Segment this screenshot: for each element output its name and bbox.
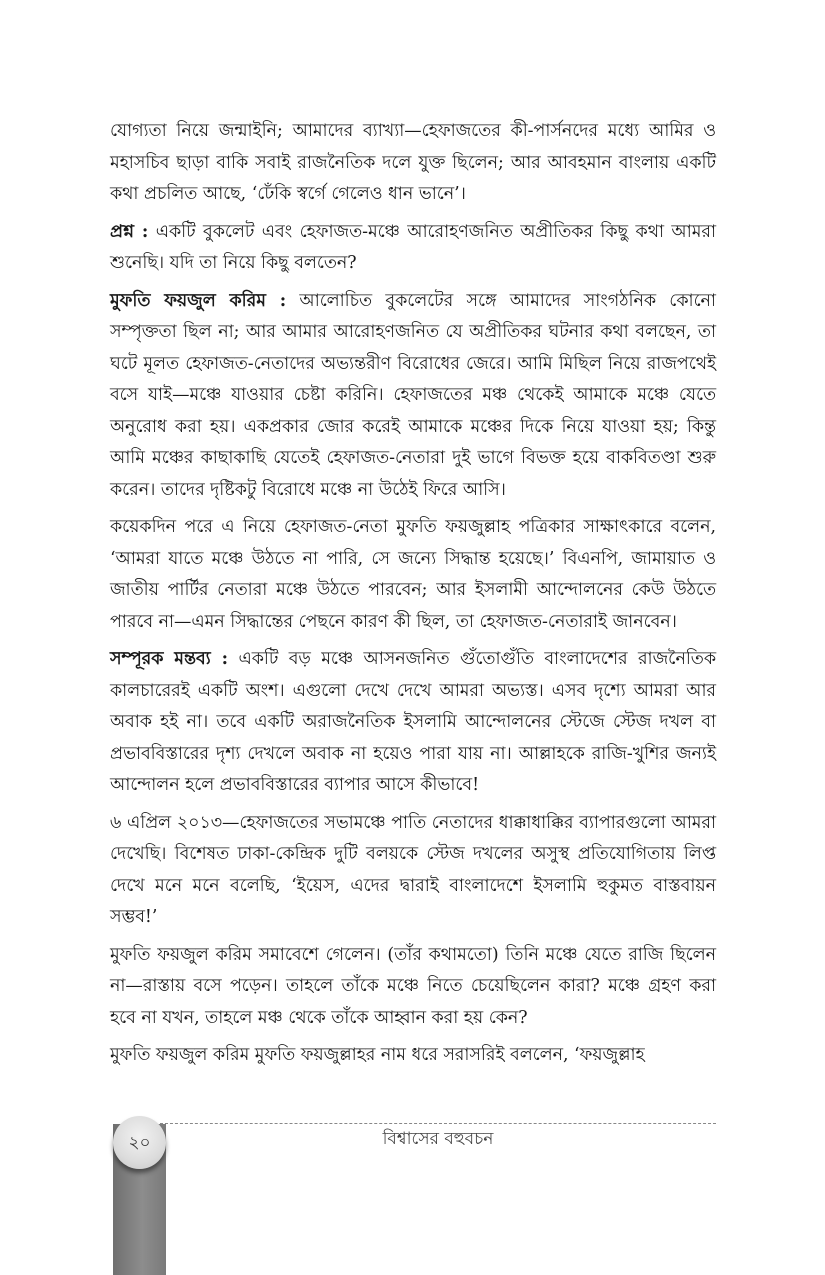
paragraph-text: কয়েকদিন পরে এ নিয়ে হেফাজত-নেতা মুফতি ফয়জুল্লাহ পত্রিকার সাক্ষাৎকারে বলেন, ‘আমরা যাতে মঞ্চে উঠতে না পারি, সে জন্যে সিদ্ধান্ত হয়েছে।’ বিএনপি, জামায়াত ও জাতীয় পার্টির নেতারা মঞ্চে উঠতে পারবেন; আর ইসলামী আন্দোলনের কেউ উঠতে পারবে না—এমন সিদ্ধান্তের পেছনে কারণ কী ছিল, তা হেফাজত-নেতারাই জানবেন। [110, 517, 716, 632]
body-text [110, 116, 716, 1078]
footer-divider [160, 1123, 716, 1124]
paragraph-text: একটি বড় মঞ্চে আসনজনিত গুঁতোগুঁতি বাংলাদেশের রাজনৈতিক কালচারেরই একটি অংশ। এগুলো দেখে দেখে আমরা অভ্যস্ত। এসব দৃশ্যে আমরা আর অবাক হই না। তবে একটি অরাজনৈতিক ইসলামি আন্দোলনের স্টেজে স্টেজ দখল বা প্রভাববিস্তারের দৃশ্য দেখলে অবাক না হয়েও পারা যায় না। আল্লাহকে রাজি-খুশির জন্যই আন্দোলন হলে প্রভাববিস্তারের ব্যাপার আসে কীভাবে! [110, 649, 717, 795]
paragraph-6 [110, 808, 716, 934]
paragraph-question [110, 217, 716, 280]
page-number: ২০ [128, 1132, 151, 1153]
paragraph-text: মুফতি ফয়জুল করিম মুফতি ফয়জুল্লাহর নাম ধরে সরাসরিই বললেন, ‘ফয়জুল্লাহ [110, 1045, 645, 1065]
paragraph-7 [110, 940, 716, 1035]
paragraph-supplementary [110, 644, 716, 802]
question-label: প্রশ্ন : [110, 221, 149, 242]
paragraph-text: একটি বুকলেট এবং হেফাজত-মঞ্চে আরোহণজনিত অপ্রীতিকর কিছু কথা আমরা শুনেছি। যদি তা নিয়ে কিছু বলতেন? [110, 221, 716, 273]
paragraph-8 [110, 1040, 716, 1072]
speaker-label: মুফতি ফয়জুল করিম : [110, 290, 287, 311]
paragraph-answer [110, 286, 716, 507]
comment-label: সম্পূরক মন্তব্য : [110, 649, 229, 669]
paragraph-4 [110, 512, 716, 638]
paragraph-text: ৬ এপ্রিল ২০১৩—হেফাজতের সভামঞ্চে পাতি নেতাদের ধাক্কাধাক্কির ব্যাপারগুলো আমরা দেখেছি। বিশেষত ঢাকা-কেন্দ্রিক দুটি বলয়কে স্টেজ দখলের অসুস্থ প্রতিযোগিতায় লিপ্ত দেখে মনে মনে বলেছি, ‘ইয়েস, এদের দ্বারাই বাংলাদেশে ইসলামি হুকুমত বাস্তবায়ন সম্ভব!’ [110, 812, 716, 927]
paragraph-1 [110, 116, 716, 211]
running-title: বিশ্বাসের বহুবচন [382, 1129, 494, 1149]
paragraph-text: মুফতি ফয়জুল করিম সমাবেশে গেলেন। (তাঁর কথামতো) তিনি মঞ্চে যেতে রাজি ছিলেন না—রাস্তায় বসে পড়েন। তাহলে তাঁকে মঞ্চে নিতে চেয়েছিলেন কারা? মঞ্চে গ্রহণ করা হবে না যখন, তাহলে মঞ্চ থেকে তাঁকে আহ্বান করা হয় কেন? [110, 944, 716, 1028]
page-number-badge [113, 1116, 166, 1169]
paragraph-text: আলোচিত বুকলেটের সঙ্গে আমাদের সাংগঠনিক কোনো সম্পৃক্ততা ছিল না; আর আমার আরোহণজনিত যে অপ্রীতিকর ঘটনার কথা বলছেন, তা ঘটে মূলত হেফাজত-নেতাদের অভ্যন্তরীণ বিরোধের জেরে। আমি মিছিল নিয়ে রাজপথেই বসে যাই—মঞ্চে যাওয়ার চেষ্টা করিনি। হেফাজতের মঞ্চ থেকেই আমাকে মঞ্চে যেতে অনুরোধ করা হয়। একপ্রকার জোর করেই আমাকে মঞ্চের দিকে নিয়ে যাওয়া হয়; কিন্তু আমি মঞ্চের কাছাকাছি যেতেই হেফাজত-নেতারা দুই ভাগে বিভক্ত হয়ে বাকবিতণ্ডা শুরু করেন। তাদের দৃষ্টিকটু বিরোধে মঞ্চে না উঠেই ফিরে আসি। [110, 290, 716, 500]
paragraph-text: যোগ্যতা নিয়ে জন্মাইনি; আমাদের ব্যাখ্যা—হেফাজতের কী-পার্সনদের মধ্যে আমির ও মহাসচিব ছাড়া বাকি সবাই রাজনৈতিক দলে যুক্ত ছিলেন; আর আবহমান বাংলায় একটি কথা প্রচলিত আছে, ‘ঢেঁকি স্বর্গে গেলেও ধান ভানে’। [110, 121, 716, 204]
